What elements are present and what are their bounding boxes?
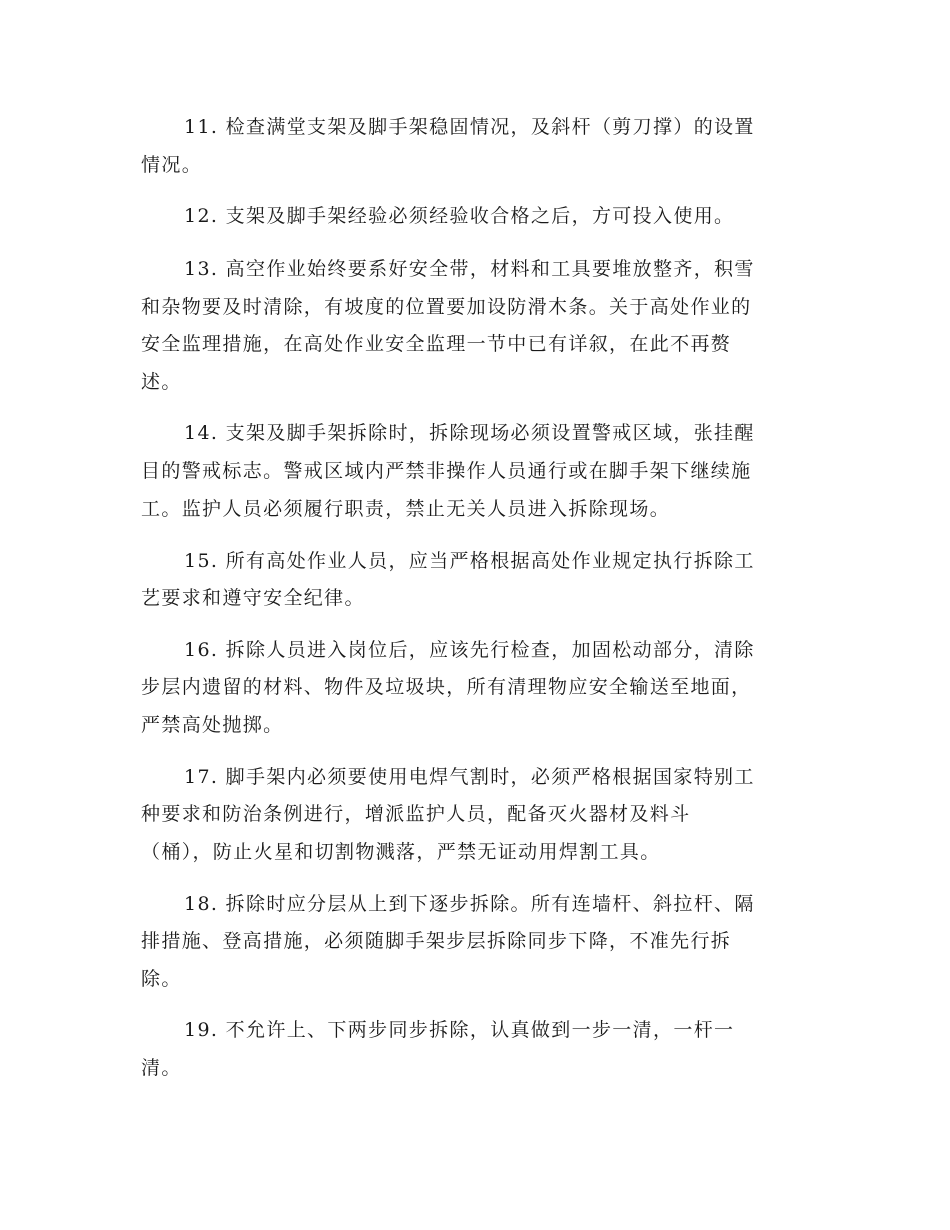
item-11-line-2: 情况。 bbox=[141, 154, 203, 176]
item-19-line-1: 19. 不允许上、下两步同步拆除，认真做到一步一清，一杆一 bbox=[184, 1019, 735, 1041]
item-16-line-1: 16. 拆除人员进入岗位后，应该先行检查，加固松动部分，清除 bbox=[184, 639, 755, 661]
item-12-line-1: 12. 支架及脚手架经验必须经验收合格之后，方可投入使用。 bbox=[184, 205, 735, 227]
item-13-line-2: 和杂物要及时清除，有坡度的位置要加设防滑木条。关于高处作业的 bbox=[141, 296, 752, 318]
item-18-line-1: 18. 拆除时应分层从上到下逐步拆除。所有连墙杆、斜拉杆、隔 bbox=[184, 893, 755, 915]
item-17-line-1: 17. 脚手架内必须要使用电焊气割时，必须严格根据国家特别工 bbox=[184, 766, 755, 788]
item-17-line-3: （桶），防止火星和切割物溅落，严禁无证动用焊割工具。 bbox=[141, 841, 661, 863]
item-14-line-1: 14. 支架及脚手架拆除时，拆除现场必须设置警戒区域，张挂醒 bbox=[184, 422, 755, 444]
item-14-line-2: 目的警戒标志。警戒区域内严禁非操作人员通行或在脚手架下继续施 bbox=[141, 460, 752, 482]
item-15-line-2: 艺要求和遵守安全纪律。 bbox=[141, 587, 365, 609]
item-18-line-3: 除。 bbox=[141, 968, 182, 990]
item-16-line-2: 步层内遗留的材料、物件及垃圾块，所有清理物应安全输送至地面， bbox=[141, 676, 752, 698]
item-14-line-3: 工。监护人员必须履行职责，禁止无关人员进入拆除现场。 bbox=[141, 498, 671, 520]
item-16-line-3: 严禁高处抛掷。 bbox=[141, 714, 284, 736]
item-13-line-4: 述。 bbox=[141, 371, 182, 393]
item-13-line-3: 安全监理措施，在高处作业安全监理一节中已有详叙，在此不再赘 bbox=[141, 333, 732, 355]
item-17-line-2: 种要求和防治条例进行，增派监护人员，配备灭火器材及料斗 bbox=[141, 803, 691, 825]
item-11-line-1: 11. 检查满堂支架及脚手架稳固情况，及斜杆（剪刀撑）的设置 bbox=[184, 116, 755, 138]
item-18-line-2: 排措施、登高措施，必须随脚手架步层拆除同步下降，不准先行拆 bbox=[141, 930, 732, 952]
item-13-line-1: 13. 高空作业始终要系好安全带，材料和工具要堆放整齐，积雪 bbox=[184, 258, 755, 280]
item-19-line-2: 清。 bbox=[141, 1057, 182, 1079]
item-15-line-1: 15. 所有高处作业人员，应当严格根据高处作业规定执行拆除工 bbox=[184, 550, 755, 572]
